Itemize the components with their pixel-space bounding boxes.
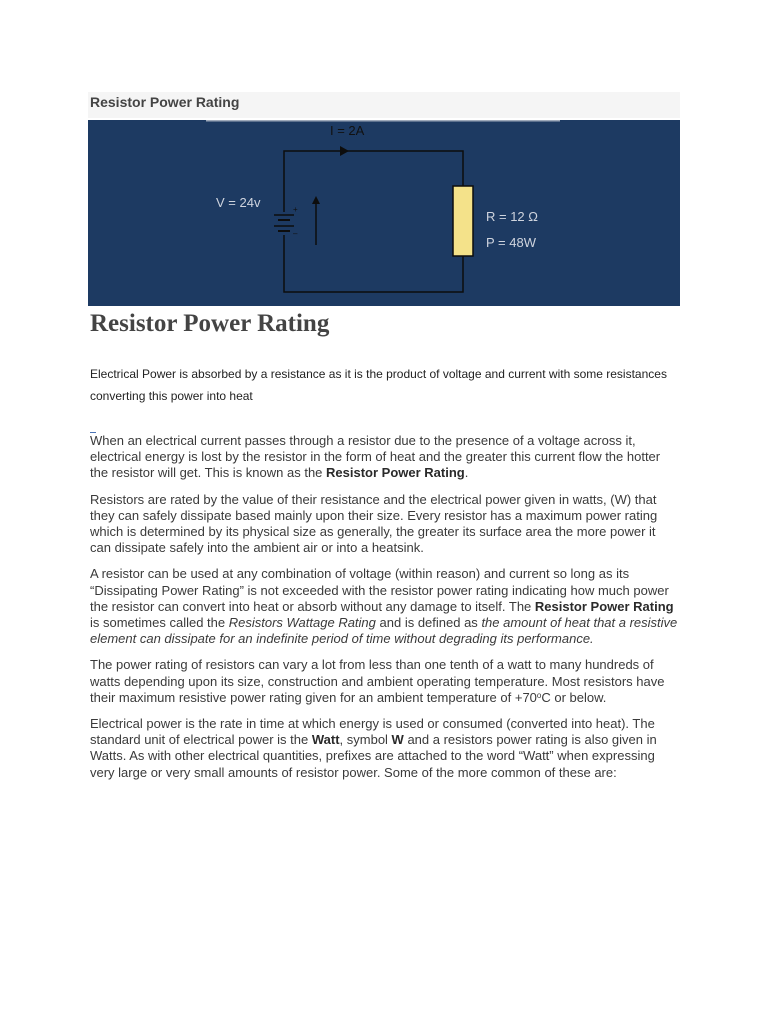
article-title: Resistor Power Rating xyxy=(90,310,330,337)
voltage-label: V = 24v xyxy=(216,195,261,210)
paragraph-1: When an electrical current passes through a resistor due to the presence of a voltage across it, electrical energy is lost by the resistor in the form of heat and the greater this current flow the hotter the resistor will get. This is known as the Resistor Power Rating. xyxy=(90,433,661,481)
current-label: I = 2A xyxy=(330,123,365,138)
bold-term: Resistor Power Rating xyxy=(326,465,465,481)
header-bar xyxy=(88,92,680,118)
italic-term: Resistors Wattage Rating xyxy=(228,615,376,631)
header-title: Resistor Power Rating xyxy=(90,94,240,110)
italic-definition: the amount of heat that a resistive element can dissipate for an indefinite period of time without degrading its performance. xyxy=(90,615,678,647)
article-body xyxy=(90,433,680,791)
paragraph-2: Resistors are rated by the value of their resistance and the electrical power given in watts, (W) that they can safely dissipate based mainly upon their size. Every resistor has a maximum power rating which is determined by its physical size as generally, the greater its surface area the more power it can dissipate safely into the ambient air or into a heatsink. xyxy=(90,491,658,556)
paragraph-5: Electrical power is the rate in time at which energy is used or consumed (converted into heat). The standard unit of electrical power is the Watt, symbol W and a resistors power rating is also given in Watts. As with other electrical quantities, prefixes are attached to the word “Watt” when expressing very large or very small amounts of resistor power. Some of the more common of these are: xyxy=(90,716,657,780)
paragraph-4: The power rating of resistors can vary a lot from less than one tenth of a watt to many hundreds of watts depending upon its size, construction and ambient operating temperature. Most resistors have their maximum resistive power rating given for an ambient temperature of $+70^oC$ or below. xyxy=(90,657,665,705)
power-label: P = 48W xyxy=(486,235,536,250)
diagram-background xyxy=(88,120,680,306)
bold-term: Resistor Power Rating xyxy=(534,598,674,614)
bold-symbol: W xyxy=(391,732,404,748)
battery-plus-label: + xyxy=(293,205,298,214)
paragraph-3: A resistor can be used at any combination of voltage (within reason) and current so long as its “Dissipating Power Rating” is not exceeded with the resistor power rating indicating how much power the resistor can convert into heat or absorb without any damage to itself. The Resistor Power Rating is sometimes called the Resistors Wattage Rating and is defined as the amount of heat that a resistive element can dissipate for an indefinite period of time without degrading its performance. xyxy=(90,566,678,647)
circuit-svg xyxy=(88,120,680,306)
resistor-body xyxy=(453,186,473,256)
degree-symbol: o xyxy=(536,690,542,700)
circuit-diagram xyxy=(88,120,680,306)
resistance-label: R = 12 Ω xyxy=(486,209,538,224)
bold-term: Watt xyxy=(311,732,340,748)
intro-text: Electrical Power is absorbed by a resistance as it is the product of voltage and current with some resistances converting this power into heat xyxy=(90,367,667,403)
battery-minus-label: – xyxy=(293,229,298,238)
